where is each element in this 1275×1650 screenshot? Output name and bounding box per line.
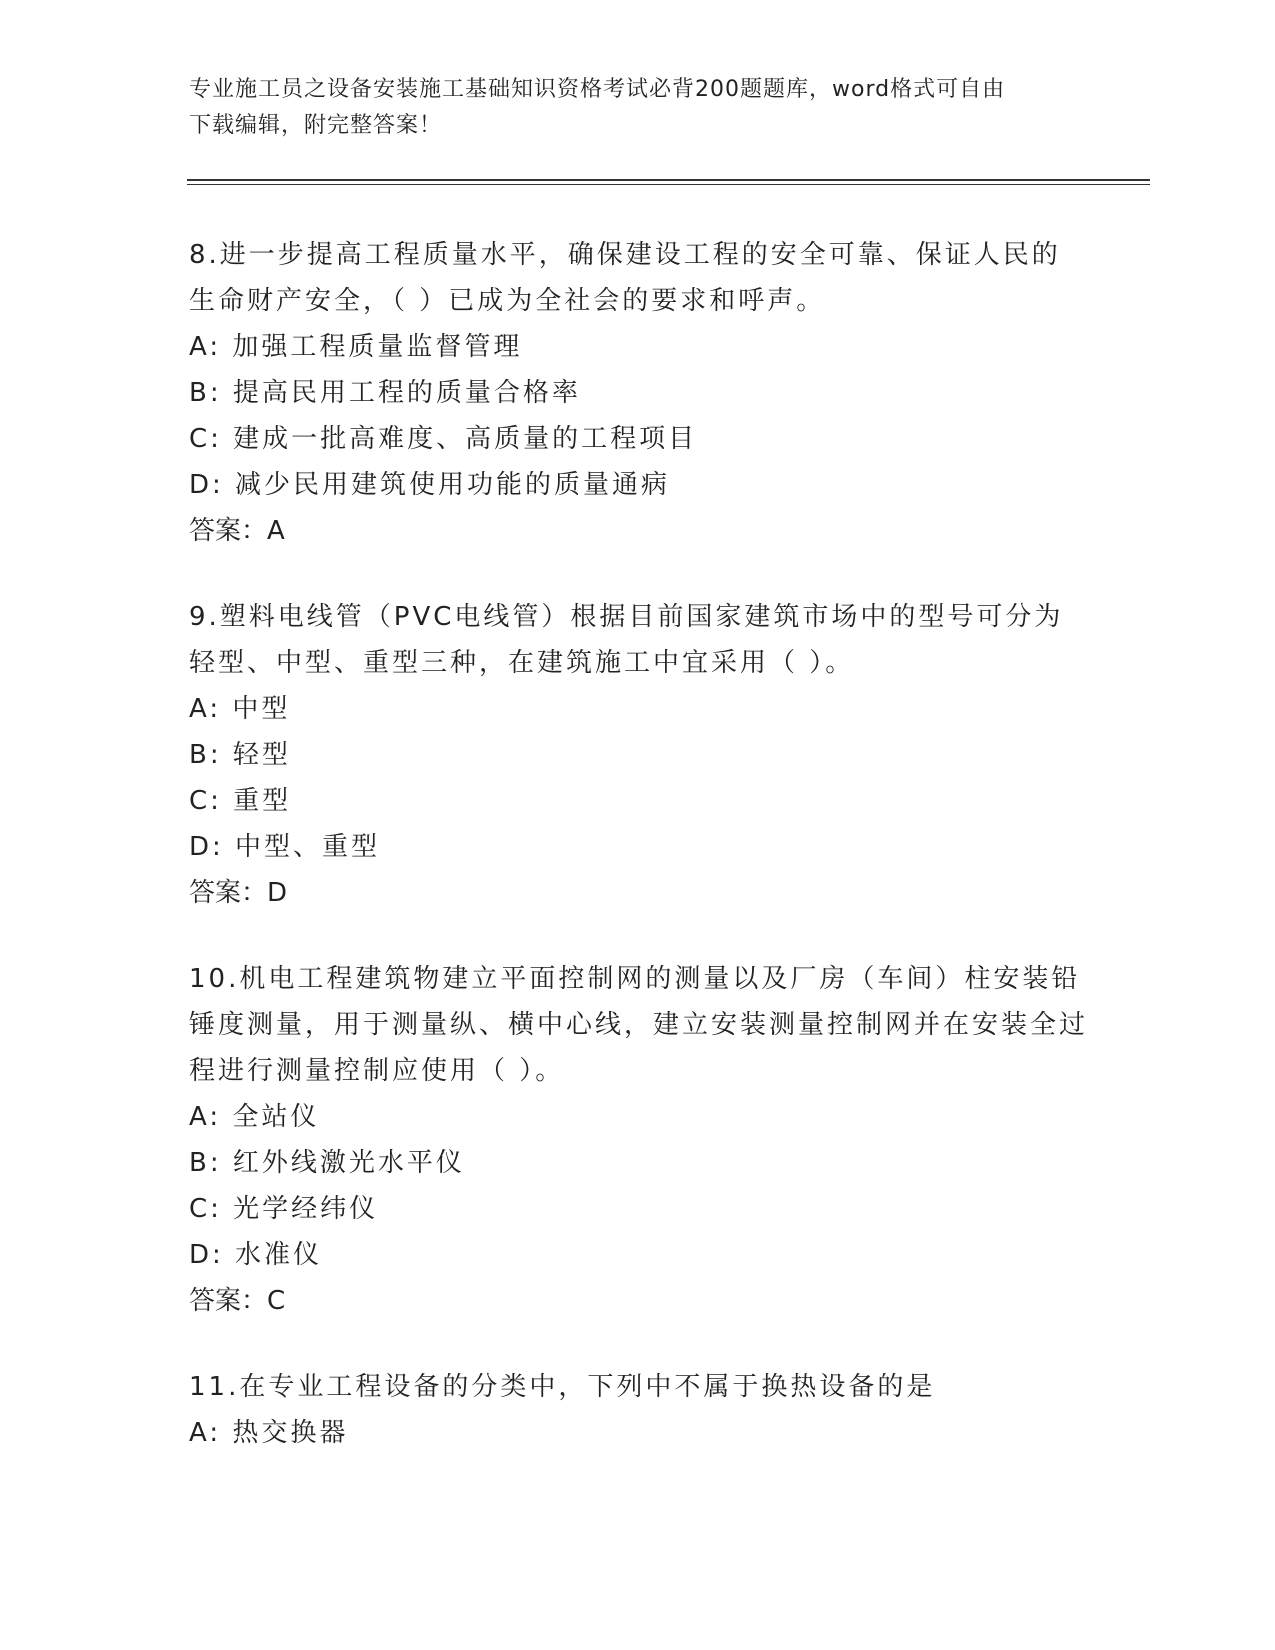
- option-a: A: 全站仪: [189, 1102, 320, 1132]
- header-divider: [187, 179, 1150, 181]
- question-10: [189, 956, 1089, 1324]
- answer-label: 答案：A: [189, 516, 285, 546]
- document-header: [189, 72, 1089, 144]
- option-d: D: 中型、重型: [189, 832, 381, 862]
- option-c: C: 光学经纬仪: [189, 1194, 379, 1224]
- question-text: 9.塑料电线管（PVC电线管）根据目前国家建筑市场中的型号可分为轻型、中型、重型三种，在建筑施工中宜采用（ ）。: [189, 602, 1064, 678]
- answer-label: 答案：C: [189, 1286, 286, 1316]
- header-title-line1: 专业施工员之设备安装施工基础知识资格考试必背200题题库，word格式可自由: [189, 77, 1006, 102]
- question-list: [189, 232, 1089, 1496]
- option-d: D: 减少民用建筑使用功能的质量通病: [189, 470, 671, 500]
- option-a: A: 加强工程质量监督管理: [189, 332, 523, 362]
- answer-label: 答案：D: [189, 878, 288, 908]
- header-title-line2: 下载编辑，附完整答案！: [189, 113, 443, 138]
- question-8: [189, 232, 1089, 554]
- question-9: [189, 594, 1089, 916]
- option-d: D: 水准仪: [189, 1240, 323, 1270]
- option-b: B: 提高民用工程的质量合格率: [189, 378, 581, 408]
- option-b: B: 红外线激光水平仪: [189, 1148, 465, 1178]
- option-a: A: 热交换器: [189, 1418, 349, 1448]
- question-text: 8.进一步提高工程质量水平，确保建设工程的安全可靠、保证人民的生命财产安全，（ ）已成为全社会的要求和呼声。: [189, 240, 1061, 316]
- question-text: 11.在专业工程设备的分类中，下列中不属于换热设备的是: [189, 1372, 936, 1402]
- header-divider-thin: [187, 184, 1150, 185]
- option-c: C: 建成一批高难度、高质量的工程项目: [189, 424, 698, 454]
- question-11: [189, 1364, 1089, 1456]
- question-text: 10.机电工程建筑物建立平面控制网的测量以及厂房（车间）柱安装铅锤度测量，用于测量纵、横中心线，建立安装测量控制网并在安装全过程进行测量控制应使用（ ）。: [189, 964, 1089, 1086]
- option-b: B: 轻型: [189, 740, 291, 770]
- option-a: A: 中型: [189, 694, 291, 724]
- option-c: C: 重型: [189, 786, 292, 816]
